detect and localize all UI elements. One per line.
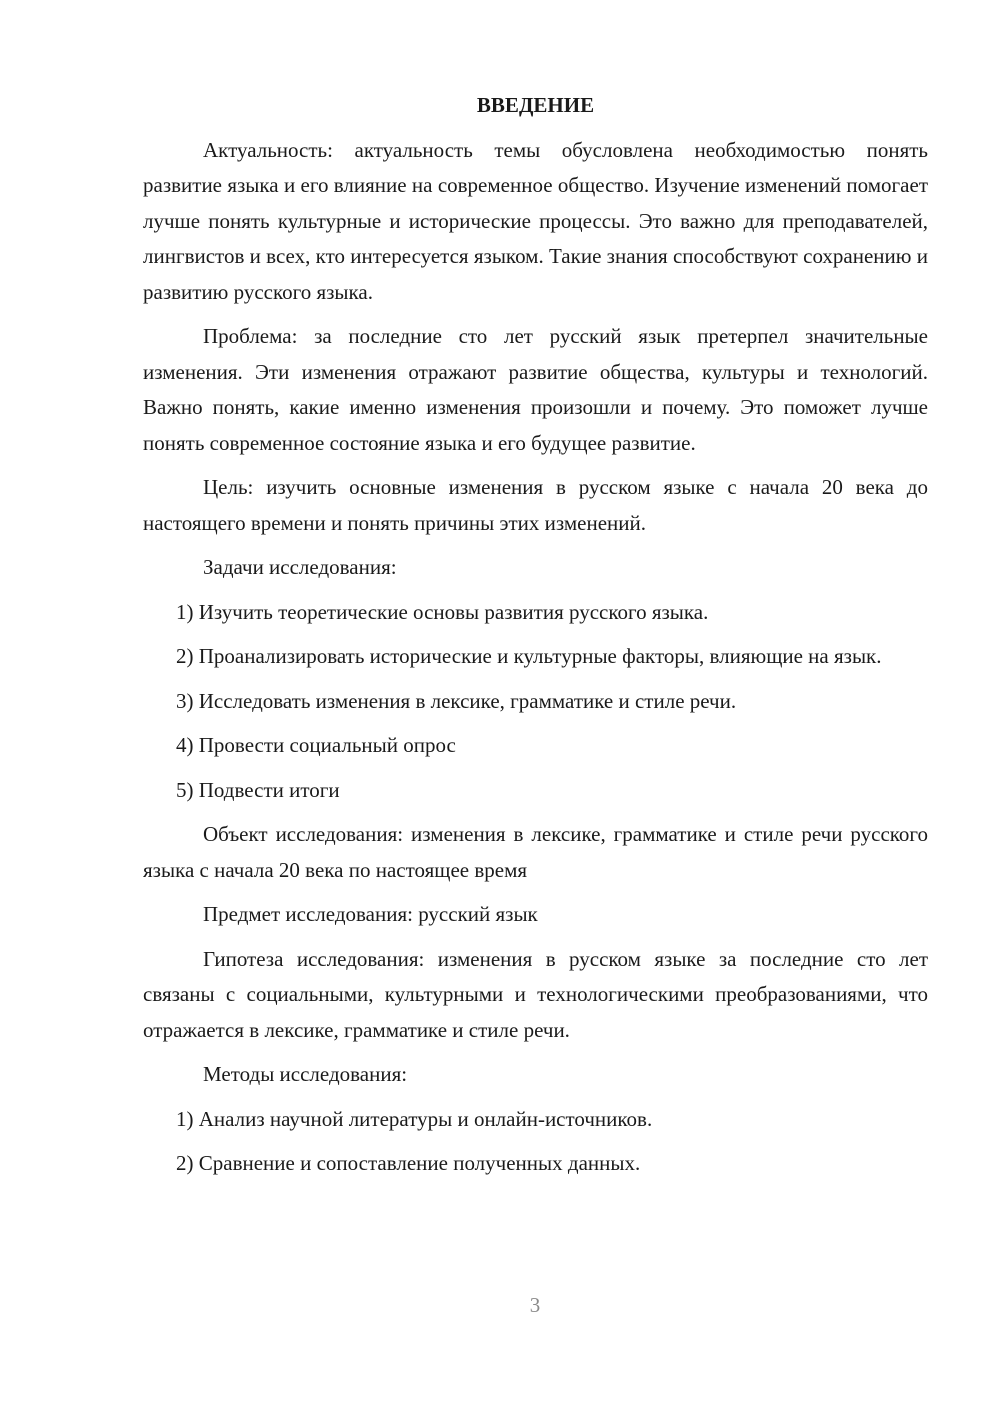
subject-paragraph: Предмет исследования: русский язык xyxy=(203,902,538,926)
page-number: 3 xyxy=(529,1293,541,1317)
document-page xyxy=(143,88,928,1191)
method-item-2: 2) Сравнение и сопоставление полученных данных. xyxy=(176,1151,641,1175)
method-item-1: 1) Анализ научной литературы и онлайн-источников. xyxy=(176,1106,653,1131)
section-title: ВВЕДЕНИЕ xyxy=(476,93,595,117)
tasks-heading: Задачи исследования: xyxy=(203,555,397,579)
task-item-2: 2) Проанализировать исторические и культурные факторы, влияющие на язык. xyxy=(176,644,882,668)
task-item-5: 5) Подвести итоги xyxy=(176,777,340,802)
task-item-4: 4) Провести социальный опрос xyxy=(176,733,456,757)
object-paragraph: Объект исследования: изменения в лексике, грамматике и стиле речи русского языка с начала 20 века по настоящее время xyxy=(143,822,928,882)
problem-paragraph: Проблема: за последние сто лет русский язык претерпел значительные изменения. Эти изменения отражают развитие общества, культуры и технологий. Важно понять, какие именно изменения произошли и почему. Это поможет лучше понять современное состояние языка и его будущее развитие. xyxy=(143,324,928,455)
task-item-1: 1) Изучить теоретические основы развития русского языка. xyxy=(176,599,709,624)
goal-paragraph: Цель: изучить основные изменения в русском языке с начала 20 века до настоящего времени и понять причины этих изменений. xyxy=(143,475,928,535)
relevance-paragraph: Актуальность: актуальность темы обусловлена необходимостью понять развитие языка и его влияние на современное общество. Изучение изменений помогает лучше понять культурные и исторические процессы. Это важно для преподавателей, лингвистов и всех, кто интересуется языком. Такие знания способствуют сохранению и развитию русского языка. xyxy=(143,137,928,304)
task-item-3: 3) Исследовать изменения в лексике, грамматике и стиле речи. xyxy=(176,688,737,713)
methods-heading: Методы исследования: xyxy=(203,1062,408,1086)
hypothesis-paragraph: Гипотеза исследования: изменения в русском языке за последние сто лет связаны с социальными, культурными и технологическими преобразованиями, что отражается в лексике, грамматике и стиле речи. xyxy=(143,946,928,1042)
